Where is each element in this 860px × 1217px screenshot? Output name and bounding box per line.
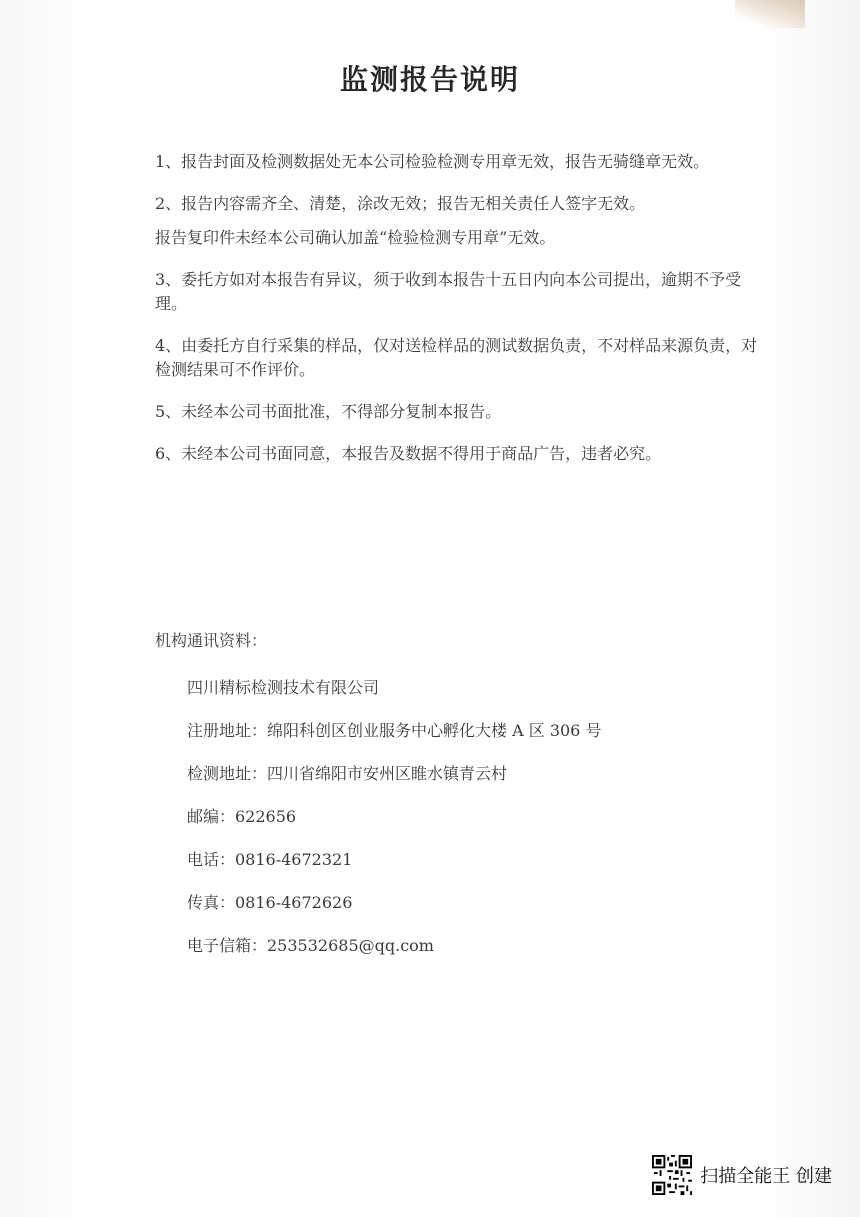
- contact-heading: 机构通讯资料：: [155, 631, 268, 650]
- phone: 电话：0816-4672321: [187, 850, 353, 869]
- report-notes: [155, 150, 760, 484]
- contact-details: [187, 676, 747, 977]
- note-5: 5、未经本公司书面批准，不得部分复制本报告。: [155, 402, 502, 421]
- watermark-text: 扫描全能王 创建: [700, 1166, 832, 1187]
- note-3: 3、委托方如对本报告有异议，须于收到本报告十五日内向本公司提出，逾期不予受理。: [155, 270, 742, 313]
- email: 电子信箱：253532685@qq.com: [187, 936, 434, 955]
- note-6: 6、未经本公司书面同意，本报告及数据不得用于商品广告，违者必究。: [155, 444, 662, 463]
- scanner-watermark: [652, 1155, 832, 1195]
- note-1: 1、报告封面及检测数据处无本公司检验检测专用章无效，报告无骑缝章无效。: [155, 152, 710, 171]
- paper-corner-fold: [735, 0, 805, 28]
- testing-address: 检测地址：四川省绵阳市安州区睢水镇青云村: [187, 764, 508, 783]
- postcode: 邮编：622656: [187, 807, 297, 826]
- note-2-continued: 报告复印件未经本公司确认加盖“检验检测专用章”无效。: [155, 228, 556, 247]
- note-4: 4、由委托方自行采集的样品，仅对送检样品的测试数据负责，不对样品来源负责，对检测结果可不作评价。: [155, 336, 758, 379]
- registered-address: 注册地址：绵阳科创区创业服务中心孵化大楼 A 区 306 号: [187, 721, 602, 740]
- qr-code-icon: [652, 1155, 692, 1195]
- company-name: 四川精标检测技术有限公司: [187, 678, 380, 697]
- document-title: 监测报告说明: [339, 63, 520, 96]
- note-2: 2、报告内容需齐全、清楚，涂改无效；报告无相关责任人签字无效。: [155, 194, 646, 213]
- fax: 传真：0816-4672626: [187, 893, 353, 912]
